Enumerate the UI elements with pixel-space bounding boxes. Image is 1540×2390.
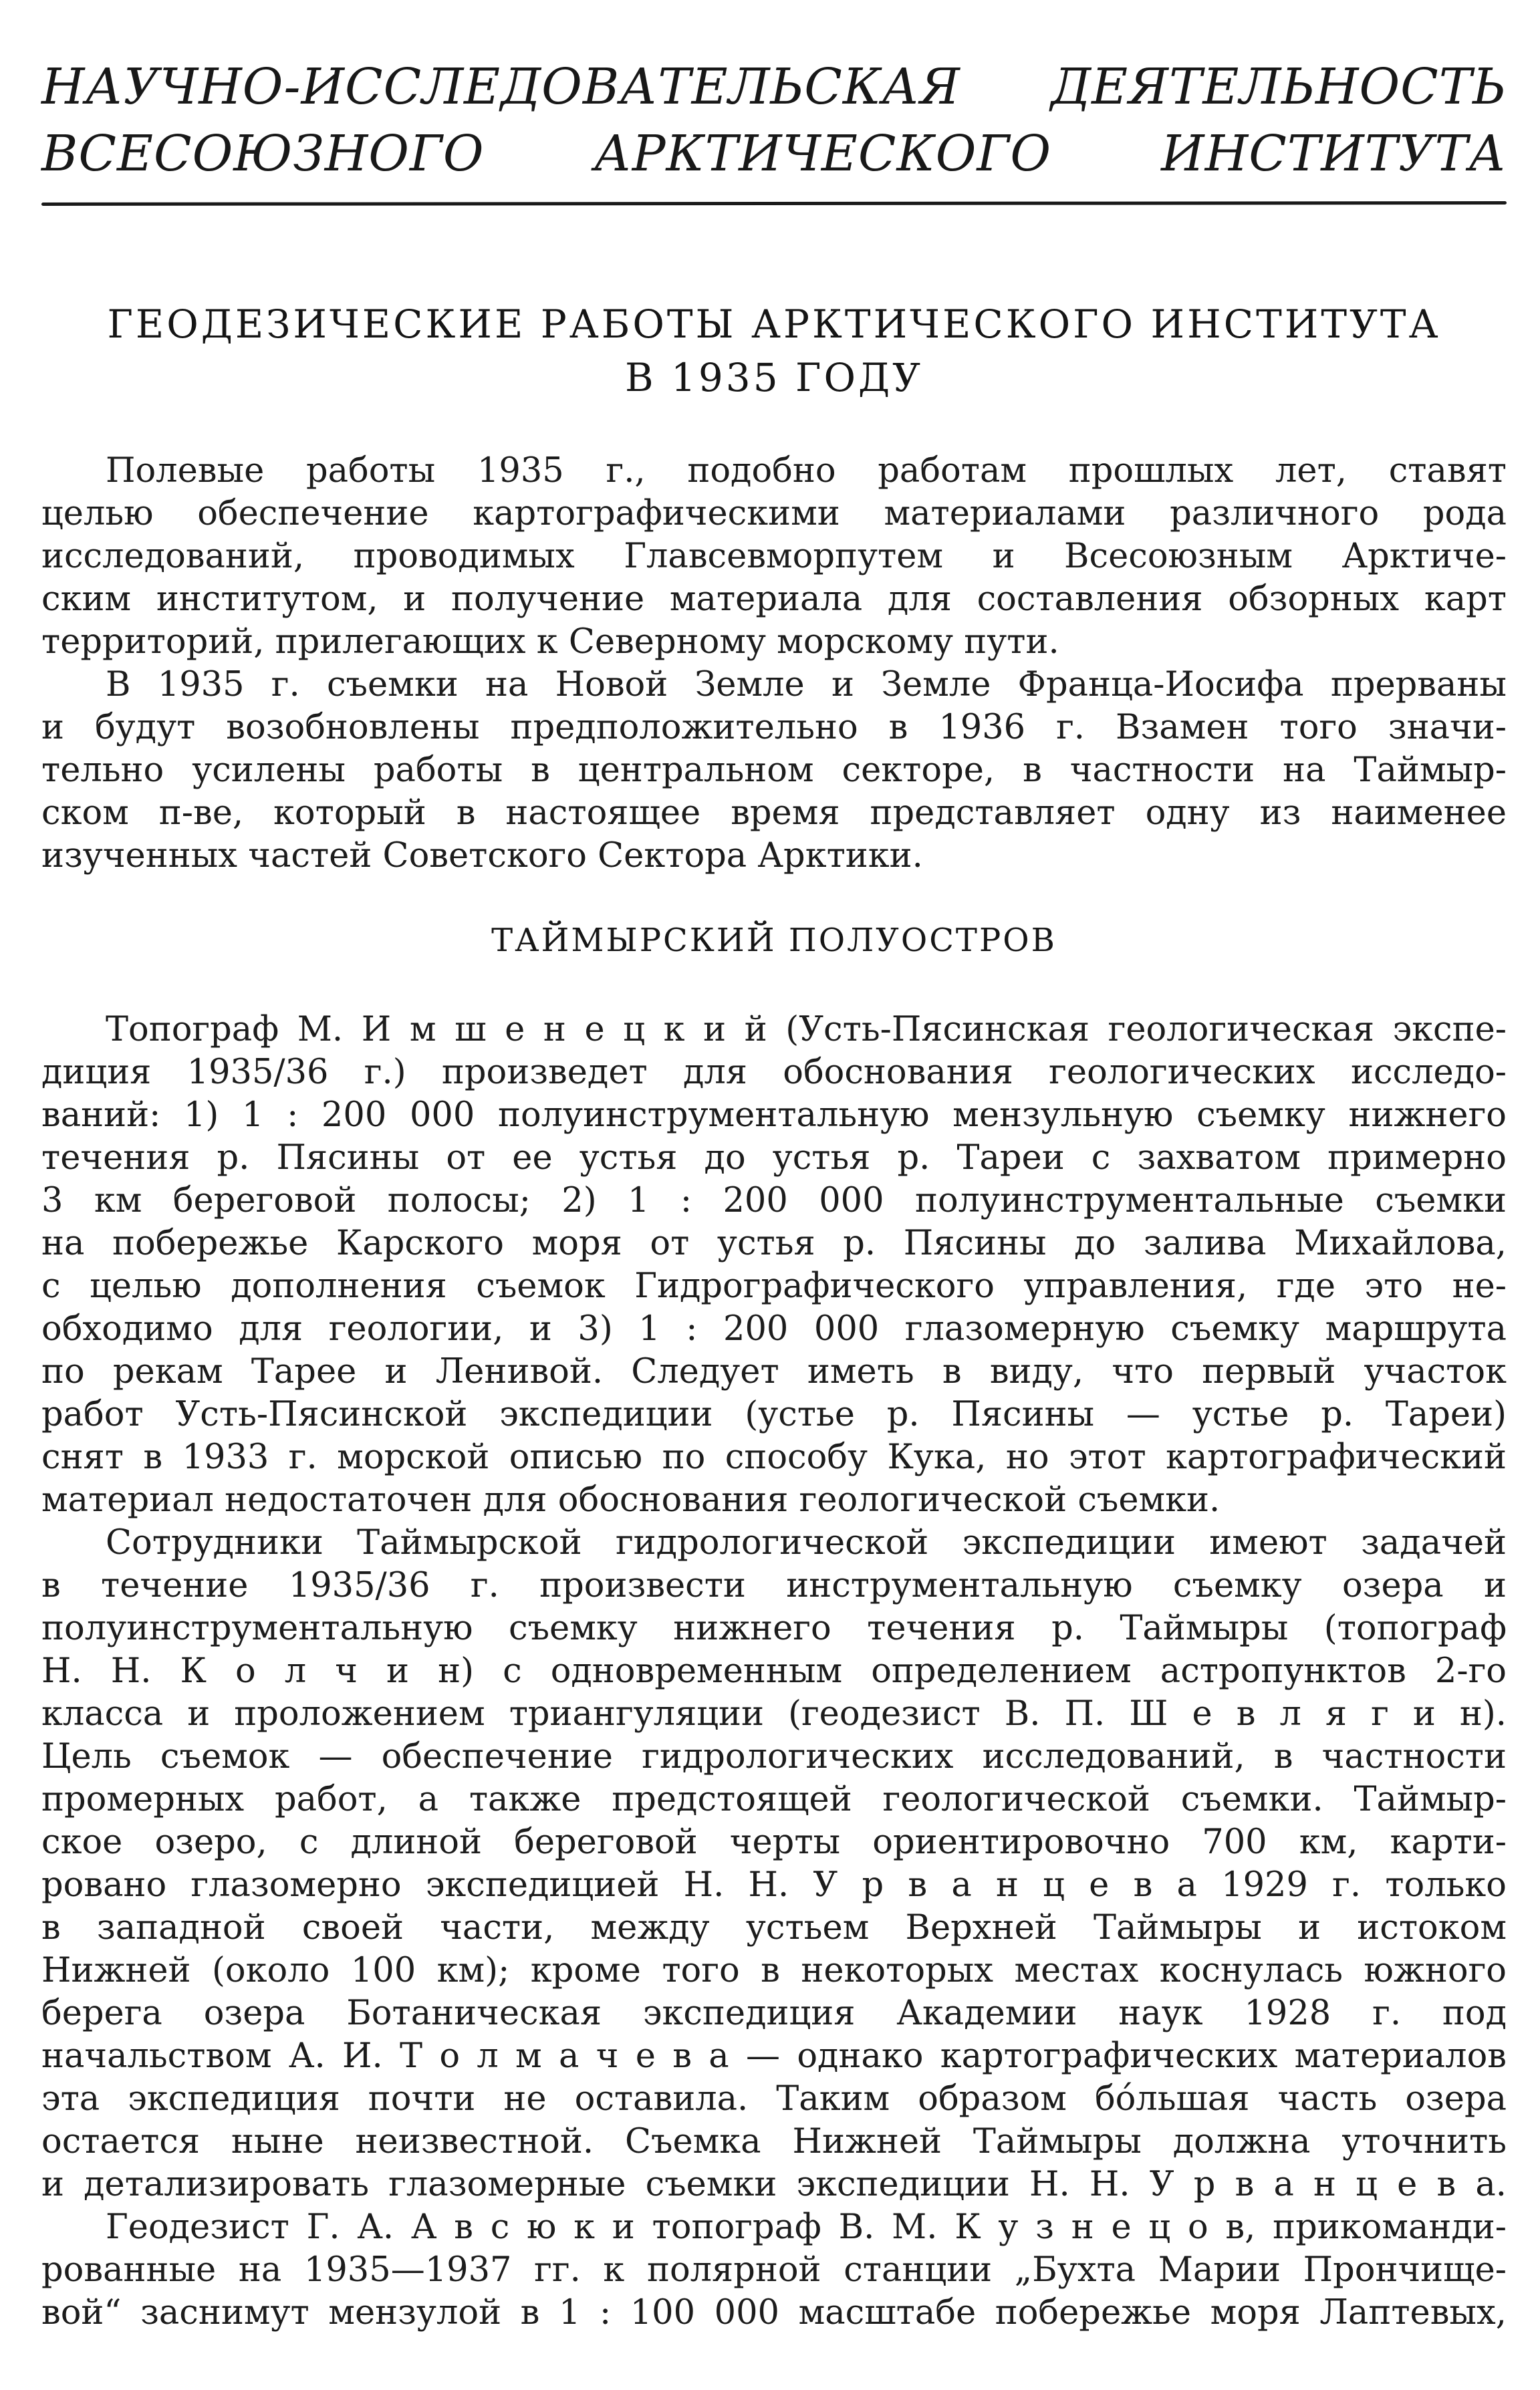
text-line: В 1935 г. съемки на Новой Земле и Земле Франца-Иосифа прерваны <box>106 665 1507 704</box>
text-line: в течение 1935/36 г. произвести инструментальную съемку озера и <box>41 1566 1507 1605</box>
running-head-line-2: ВСЕСОЮЗНОГО АРКТИЧЕСКОГО ИНСТИТУТА <box>41 125 1507 182</box>
text-line: целью обеспечение картографическими материалами различного рода <box>41 494 1507 533</box>
text-line: изученных частей Советского Сектора Арктики. <box>41 836 923 876</box>
text-line: класса и проложением триангуляции (геодезист В. П. Ш е в л я г и н). <box>41 1694 1507 1734</box>
text-line: и будут возобновлены предположительно в 1936 г. Взамен того значи- <box>41 708 1507 747</box>
text-line: Геодезист Г. А. А в с ю к и топограф В. М. К у з н е ц о в, прикоманди- <box>106 2208 1507 2247</box>
paragraph <box>41 664 1507 878</box>
text-line: ское озеро, с длиной береговой черты ориентировочно 700 км, карти- <box>41 1823 1507 1862</box>
body-text <box>41 450 1507 2335</box>
text-line: течения р. Пясины от ее устья до устья р. Тареи с захватом примерно <box>41 1138 1507 1178</box>
text-line: Топограф М. И м ш е н е ц к и й (Усть-Пясинская геологическая экспе- <box>106 1010 1507 1049</box>
text-line: Цель съемок — обеспечение гидрологических исследований, в частности <box>41 1737 1507 1776</box>
text-line: по рекам Тарее и Ленивой. Следует иметь в виду, что первый участок <box>41 1352 1507 1391</box>
text-line: ском п-ве, который в настоящее время представляет одну из наименее <box>41 793 1507 833</box>
text-line: диция 1935/36 г.) произведет для обоснования геологических исследо- <box>41 1053 1507 1092</box>
text-line: исследований, проводимых Главсевморпутем и Всесоюзным Арктиче- <box>41 537 1507 576</box>
article-title <box>41 297 1507 404</box>
text-line: вой“ заснимут мензулой в 1 : 100 000 масштабе побережье моря Лаптевых, <box>41 2293 1507 2333</box>
text-line: с целью дополнения съемок Гидрографического управления, где это не- <box>41 1267 1507 1306</box>
running-head-line-1: НАУЧНО-ИССЛЕДОВАТЕЛЬСКАЯ ДЕЯТЕЛЬНОСТЬ <box>41 58 1507 116</box>
text-line: начальством А. И. Т о л м а ч е в а — однако картографических материалов <box>41 2036 1507 2076</box>
text-line: берега озера Ботаническая экспедиция Академии наук 1928 г. под <box>41 1994 1507 2033</box>
text-line: эта экспедиция почти не оставила. Таким образом бо́льшая часть озера <box>41 2079 1507 2119</box>
text-line: рованные на 1935—1937 гг. к полярной станции „Бухта Марии Прончище- <box>41 2250 1507 2290</box>
text-line: территорий, прилегающих к Северному морскому пути. <box>41 622 1059 662</box>
text-line: ровано глазомерно экспедицией Н. Н. У р в а н ц е в а 1929 г. только <box>41 1865 1507 1905</box>
paragraph <box>41 1522 1507 2206</box>
text-line: работ Усть-Пясинской экспедиции (устье р. Пясины — устье р. Тареи) <box>41 1395 1507 1434</box>
text-line: в западной своей части, между устьем Верхней Таймыры и истоком <box>41 1908 1507 1948</box>
section-heading: ТАЙМЫРСКИЙ ПОЛУОСТРОВ <box>491 922 1057 959</box>
text-line: Н. Н. К о л ч и н) с одновременным определением астропунктов 2-го <box>41 1651 1507 1691</box>
text-line: обходимо для геологии, и 3) 1 : 200 000 глазомерную съемку маршрута <box>41 1309 1507 1349</box>
text-line: промерных работ, а также предстоящей геологической съемки. Таймыр- <box>41 1780 1507 1819</box>
text-line: ваний: 1) 1 : 200 000 полуинструментальную мензульную съемку нижнего <box>41 1095 1507 1135</box>
text-line: остается ныне неизвестной. Съемка Нижней Таймыры должна уточнить <box>41 2122 1507 2161</box>
running-head <box>41 53 1507 187</box>
text-line: Полевые работы 1935 г., подобно работам прошлых лет, ставят <box>106 451 1507 491</box>
text-line: ским институтом, и получение материала для составления обзорных карт <box>41 579 1507 619</box>
article-title-line-1: ГЕОДЕЗИЧЕСКИЕ РАБОТЫ АРКТИЧЕСКОГО ИНСТИТУТА <box>107 301 1441 347</box>
paragraph <box>41 2206 1507 2335</box>
text-line: снят в 1933 г. морской описью по способу Кука, но этот картографический <box>41 1438 1507 1477</box>
text-line: тельно усилены работы в центральном секторе, в частности на Таймыр- <box>41 751 1507 790</box>
text-line: полуинструментальную съемку нижнего течения р. Таймыры (топограф <box>41 1609 1507 1648</box>
text-line: Нижней (около 100 км); кроме того в некоторых местах коснулась южного <box>41 1951 1507 1990</box>
paragraph <box>41 450 1507 664</box>
text-line: Сотрудники Таймырской гидрологической экспедиции имеют задачей <box>106 1523 1507 1563</box>
article-title-line-2: В 1935 ГОДУ <box>624 355 924 400</box>
text-line: 3 км береговой полосы; 2) 1 : 200 000 полуинструментальные съемки <box>41 1181 1507 1220</box>
text-line: на побережье Карского моря от устья р. Пясины до залива Михайлова, <box>41 1224 1507 1263</box>
paragraph <box>41 1009 1507 1522</box>
text-line: и детализировать глазомерные съемки экспедиции Н. Н. У р в а н ц е в а. <box>41 2165 1507 2204</box>
text-line: материал недостаточен для обоснования геологической съемки. <box>41 1480 1221 1520</box>
header-rule <box>41 201 1507 206</box>
